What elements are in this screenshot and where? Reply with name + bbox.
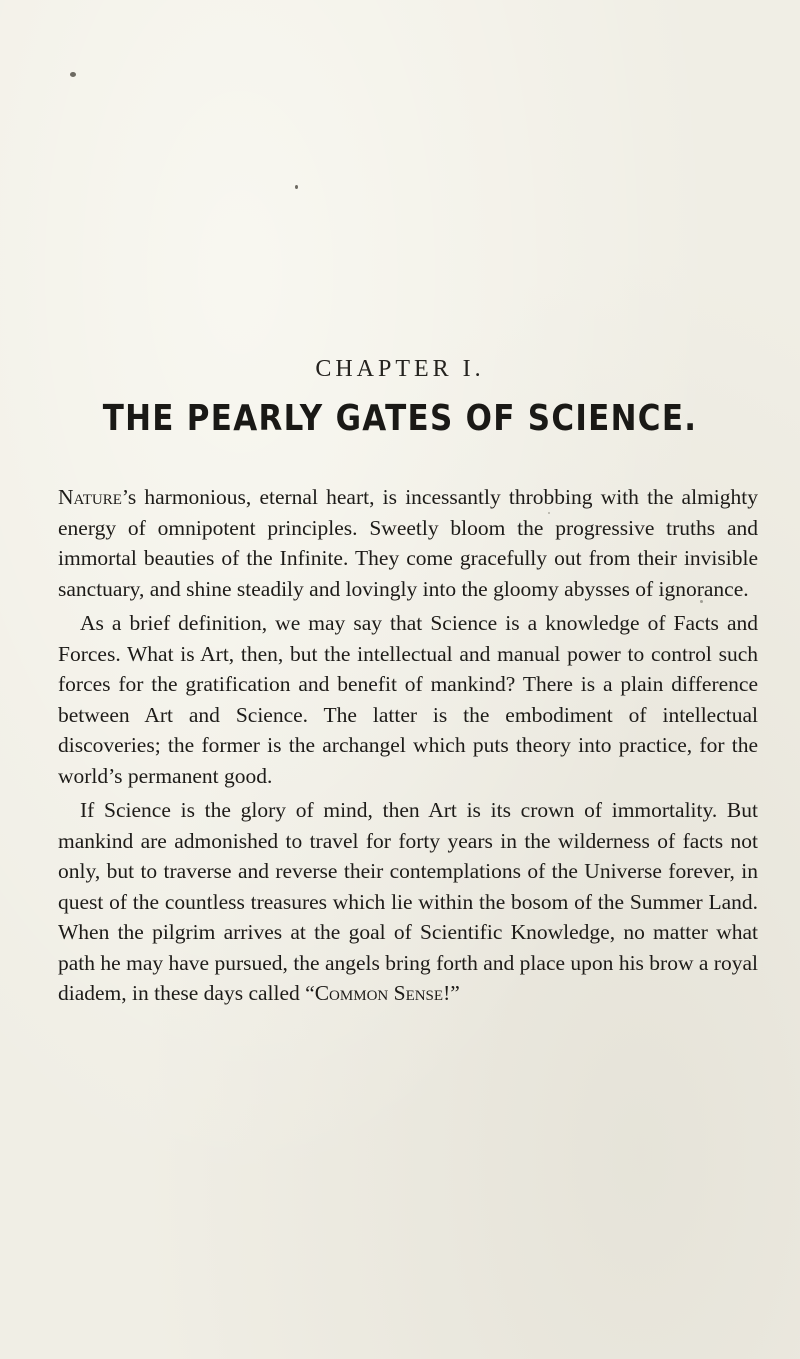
ink-speck	[70, 72, 76, 77]
paragraph	[58, 795, 758, 1009]
chapter-body	[58, 482, 758, 1009]
ink-speck	[295, 185, 298, 189]
paragraph-text: ’s harmonious, eternal heart, is incessantly throbbing with the almighty energy of omnipotent principles. Sweetly bloom the progressive truths and immortal beauties of the Infinite. They come gracefully out from their invisible sanctuary, and shine steadily and lovingly into the gloomy abysses of ignorance.	[58, 485, 758, 601]
chapter-heading: CHAPTER I.	[315, 356, 485, 382]
paragraph-text: If Science is the glory of mind, then Art is its crown of immortality. But mankind are admonished to travel for forty years in the wilderness of facts not only, but to traverse and reverse their contemplations of the Universe forever, in quest of the countless treasures which lie within the bosom of the Summer Land. When the pilgrim arrives at the goal of Scientific Knowledge, no matter what path he may have pursued, the angels bring forth and place upon his brow a royal diadem, in these days called “	[58, 798, 758, 1005]
paragraph	[58, 482, 758, 604]
lead-word: Nature	[58, 485, 122, 509]
paragraph: As a brief definition, we may say that Science is a knowledge of Facts and Forces. What is Art, then, but the intellectual and manual power to control such forces for the gratification and benefit of mankind? There is a plain difference between Art and Science. The latter is the embodiment of intellectual discoveries; the former is the archangel which puts theory into practice, for the world’s permanent good.	[58, 611, 758, 788]
closing-punct: !”	[443, 981, 460, 1005]
chapter-title: THE PEARLY GATES OF SCIENCE.	[102, 398, 698, 439]
closing-phrase: Common Sense	[314, 981, 444, 1005]
